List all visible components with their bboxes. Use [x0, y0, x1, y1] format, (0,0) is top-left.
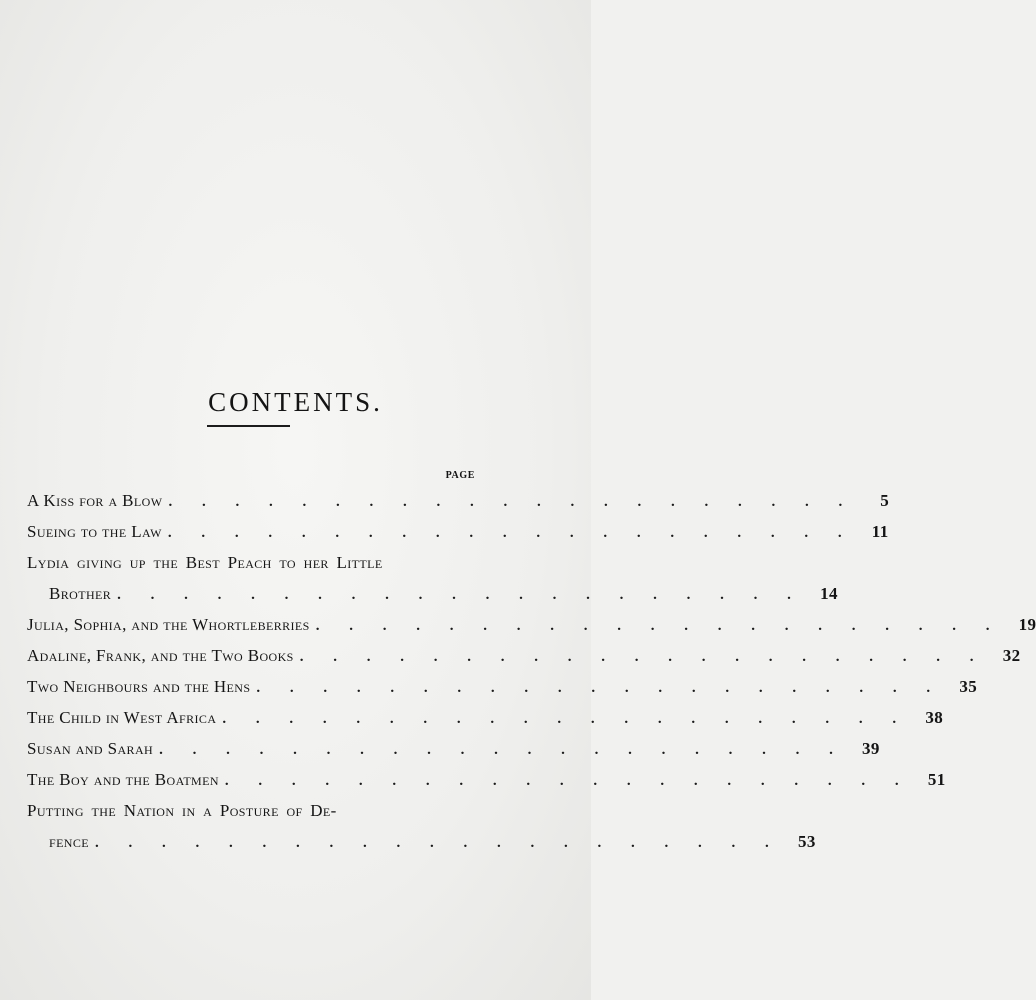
- dot-leader: . . . . . . . . . . . . . . . . . . . . .: [168, 494, 856, 510]
- page-title: CONTENTS.: [208, 387, 383, 418]
- toc-entry-title: Adaline, Frank, and the Two Books: [27, 646, 294, 665]
- toc-entry: [27, 637, 1021, 668]
- toc-entry-page: 14: [820, 584, 838, 603]
- toc-entry-page: 39: [862, 739, 880, 758]
- toc-entry-page: 11: [871, 522, 889, 541]
- toc-entry-title: A Kiss for a Blow: [27, 491, 163, 510]
- toc-entry-title-continuation: Brother: [49, 584, 112, 603]
- toc-entry-title: Sueing to the Law: [27, 522, 162, 541]
- toc-entry-page: 19: [1018, 615, 1036, 634]
- toc-entry: [27, 606, 1036, 637]
- toc-entry-title: Susan and Sarah: [27, 739, 154, 758]
- toc-entry-title: Lydia giving up the Best Peach to her Little: [27, 553, 383, 572]
- dot-leader: . . . . . . . . . . . . . . . . . . . . .: [117, 587, 804, 603]
- toc-entry-page: 35: [959, 677, 978, 696]
- toc-entry: [27, 668, 978, 699]
- toc-entry-page: 32: [1002, 646, 1021, 665]
- dot-leader: . . . . . . . . . . . . . . . . . . . . .: [222, 711, 910, 727]
- toc-entry-title: The Boy and the Boatmen: [27, 770, 219, 789]
- toc-entry-title: Two Neighbours and the Hens: [27, 677, 251, 696]
- toc-entry: [27, 544, 838, 606]
- toc-entry-title: The Child in West Africa: [27, 708, 217, 727]
- toc-entry-title: Julia, Sophia, and the Whortleberries: [27, 615, 310, 634]
- title-divider: [207, 425, 290, 427]
- dot-leader: . . . . . . . . . . . . . . . . . . . . .: [167, 525, 855, 541]
- toc-entry: [27, 513, 889, 544]
- toc-entry: [27, 761, 946, 792]
- toc-entry: [27, 792, 816, 854]
- toc-entry-title-continuation: fence: [49, 832, 90, 851]
- toc-entry: [27, 699, 944, 730]
- toc-entry-page: 53: [797, 832, 816, 851]
- page-column-label: PAGE: [445, 470, 475, 481]
- dot-leader: . . . . . . . . . . . . . . . . . . . . .: [159, 742, 846, 758]
- toc-entry-page: 51: [927, 770, 946, 789]
- dot-leader: . . . . . . . . . . . . . . . . . . . . .: [315, 618, 1003, 634]
- toc-entry: [27, 482, 890, 513]
- dot-leader: . . . . . . . . . . . . . . . . . . . . .: [224, 773, 912, 789]
- toc-entry: [27, 730, 880, 761]
- toc-entry-page: 5: [880, 491, 890, 510]
- toc-entry-title: Putting the Nation in a Posture of De-: [27, 801, 337, 820]
- dot-leader: . . . . . . . . . . . . . . . . . . . . .: [95, 835, 782, 851]
- toc-entry-page: 38: [925, 708, 944, 727]
- dot-leader: . . . . . . . . . . . . . . . . . . . . .: [299, 649, 987, 665]
- dot-leader: . . . . . . . . . . . . . . . . . . . . .: [256, 680, 944, 696]
- table-of-contents: [27, 482, 1036, 854]
